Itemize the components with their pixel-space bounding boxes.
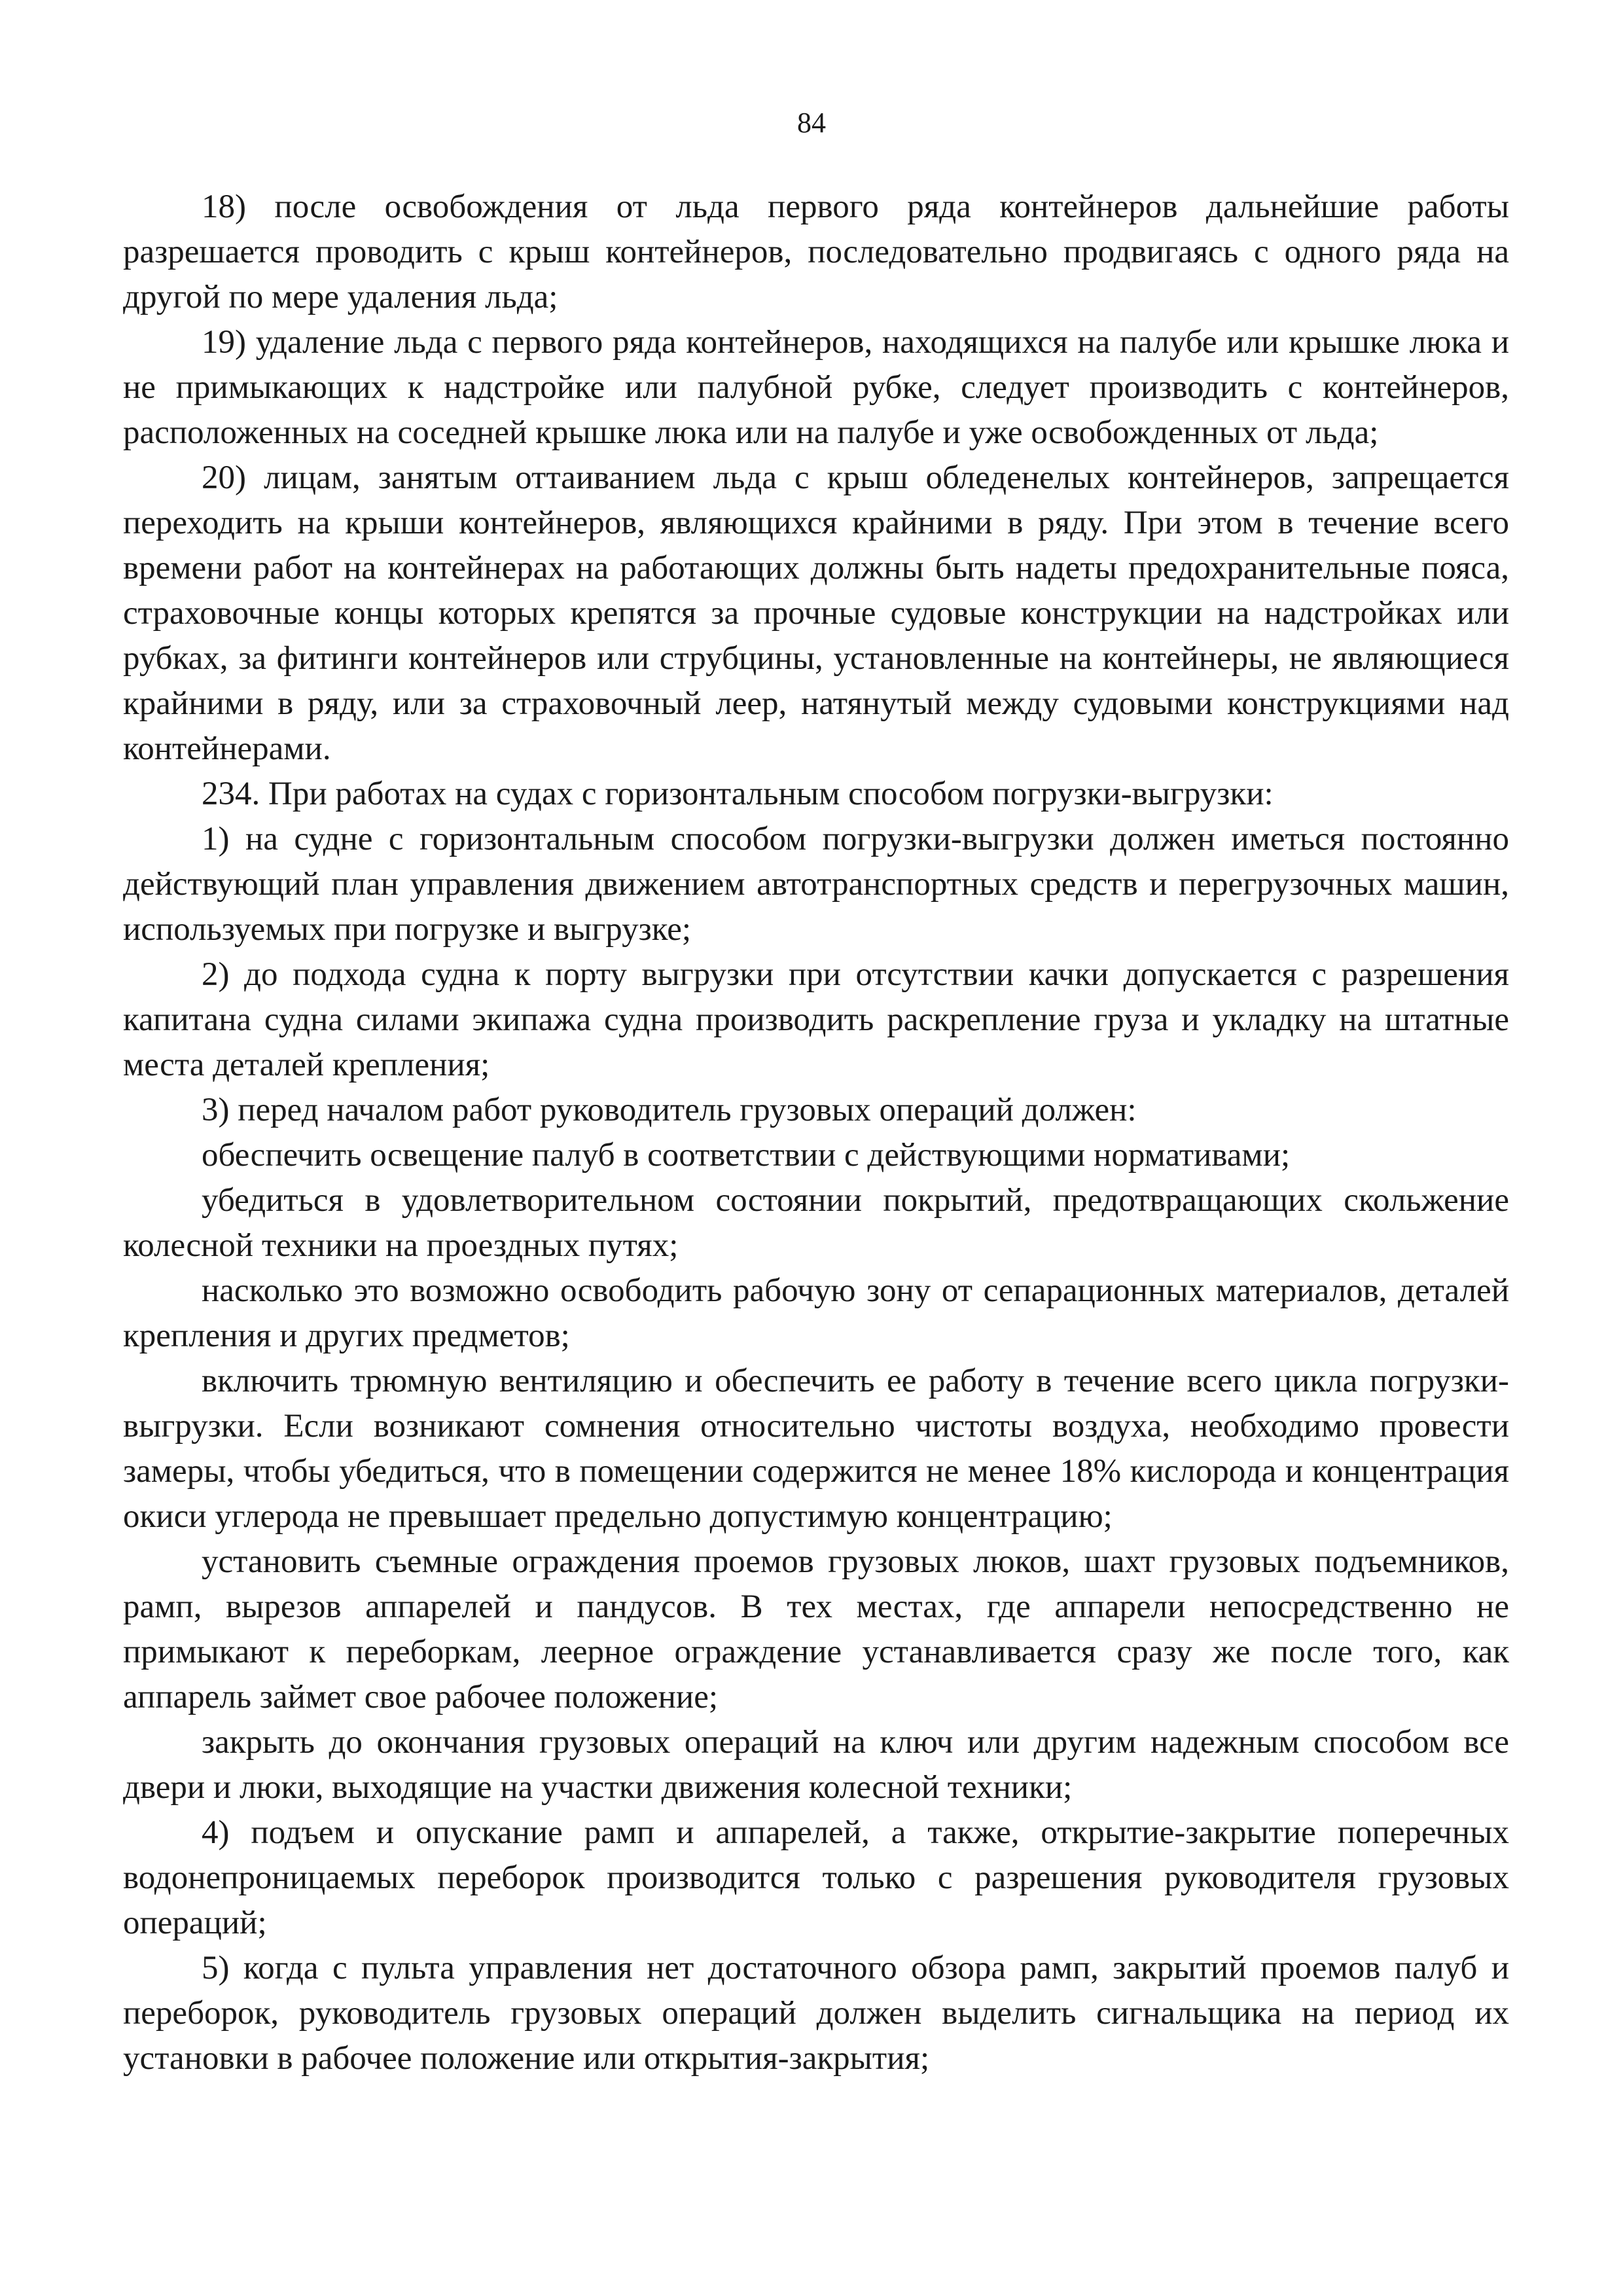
paragraph-item-2: 2) до подхода судна к порту выгрузки при отсутствии качки допускается с разрешения капитана судна силами экипажа судна производить раскрепление груза и укладку на штатные места деталей крепления;: [123, 956, 1509, 1083]
paragraph-item-4: 4) подъем и опускание рамп и аппарелей, а также, открытие-закрытие поперечных водонепроницаемых переборок производится только с разрешения руководителя грузовых операций;: [123, 1814, 1509, 1941]
paragraph-item-5: 5) когда с пульта управления нет достаточного обзора рамп, закрытий проемов палуб и переборок, руководитель грузовых операций должен выделить сигнальщика на период их установки в рабочее положение или открытия-закрытия;: [123, 1950, 1509, 2077]
paragraph-subitem-coverings: убедиться в удовлетворительном состоянии покрытий, предотвращающих скольжение колесной техники на проездных путях;: [123, 1182, 1509, 1264]
paragraph-subitem-clear-zone: насколько это возможно освободить рабочую зону от сепарационных материалов, деталей крепления и других предметов;: [123, 1272, 1509, 1354]
paragraph-item-3: 3) перед началом работ руководитель грузовых операций должен:: [202, 1092, 1137, 1128]
paragraph-subitem-guards: установить съемные ограждения проемов грузовых люков, шахт грузовых подъемников, рамп, вырезов аппарелей и пандусов. В тех местах, где аппарели непосредственно не примыкают к переборкам, леерное ограждение устанавливается сразу же после того, как аппарель займет свое рабочее положение;: [123, 1543, 1509, 1715]
paragraph-subitem-doors: закрыть до окончания грузовых операций на ключ или другим надежным способом все двери и люки, выходящие на участки движения колесной техники;: [123, 1724, 1509, 1806]
paragraph-item-20: 20) лицам, занятым оттаиванием льда с крыш обледенелых контейнеров, запрещается переходить на крыши контейнеров, являющихся крайними в ряду. При этом в течение всего времени работ на контейнерах на работающих должны быть надеты предохранительные пояса, страховочные концы которых крепятся за прочные судовые конструкции на надстройках или рубках, за фитинги контейнеров или струбцины, установленные на контейнеры, не являющиеся крайними в ряду, или за страховочный леер, натянутый между судовыми конструкциями над контейнерами.: [123, 459, 1509, 767]
paragraph-item-1: 1) на судне с горизонтальным способом погрузки-выгрузки должен иметься постоянно действующий план управления движением автотранспортных средств и перегрузочных машин, используемых при погрузке и выгрузке;: [123, 821, 1509, 948]
paragraph-subitem-lighting: обеспечить освещение палуб в соответствии с действующими нормативами;: [202, 1137, 1291, 1174]
paragraph-clause-234: 234. При работах на судах с горизонтальным способом погрузки-выгрузки:: [202, 776, 1274, 812]
paragraph-item-18: 18) после освобождения от льда первого ряда контейнеров дальнейшие работы разрешается проводить с крыш контейнеров, последовательно продвигаясь с одного ряда на другой по мере удаления льда;: [123, 188, 1509, 315]
body-text: [123, 185, 1509, 2081]
paragraph-item-19: 19) удаление льда с первого ряда контейнеров, находящихся на палубе или крышке люка и не примыкающих к надстройке или палубной рубке, следует производить с контейнеров, расположенных на соседней крышке люка или на палубе и уже освобожденных от льда;: [123, 324, 1509, 451]
paragraph-subitem-ventilation: включить трюмную вентиляцию и обеспечить ее работу в течение всего цикла погрузки-выгрузки. Если возникают сомнения относительно чистоты воздуха, необходимо провести замеры, чтобы убедиться, что в помещении содержится не менее 18% кислорода и концентрация окиси углерода не превышает предельно допустимую концентрацию;: [123, 1363, 1509, 1535]
page-number: 84: [797, 107, 826, 139]
